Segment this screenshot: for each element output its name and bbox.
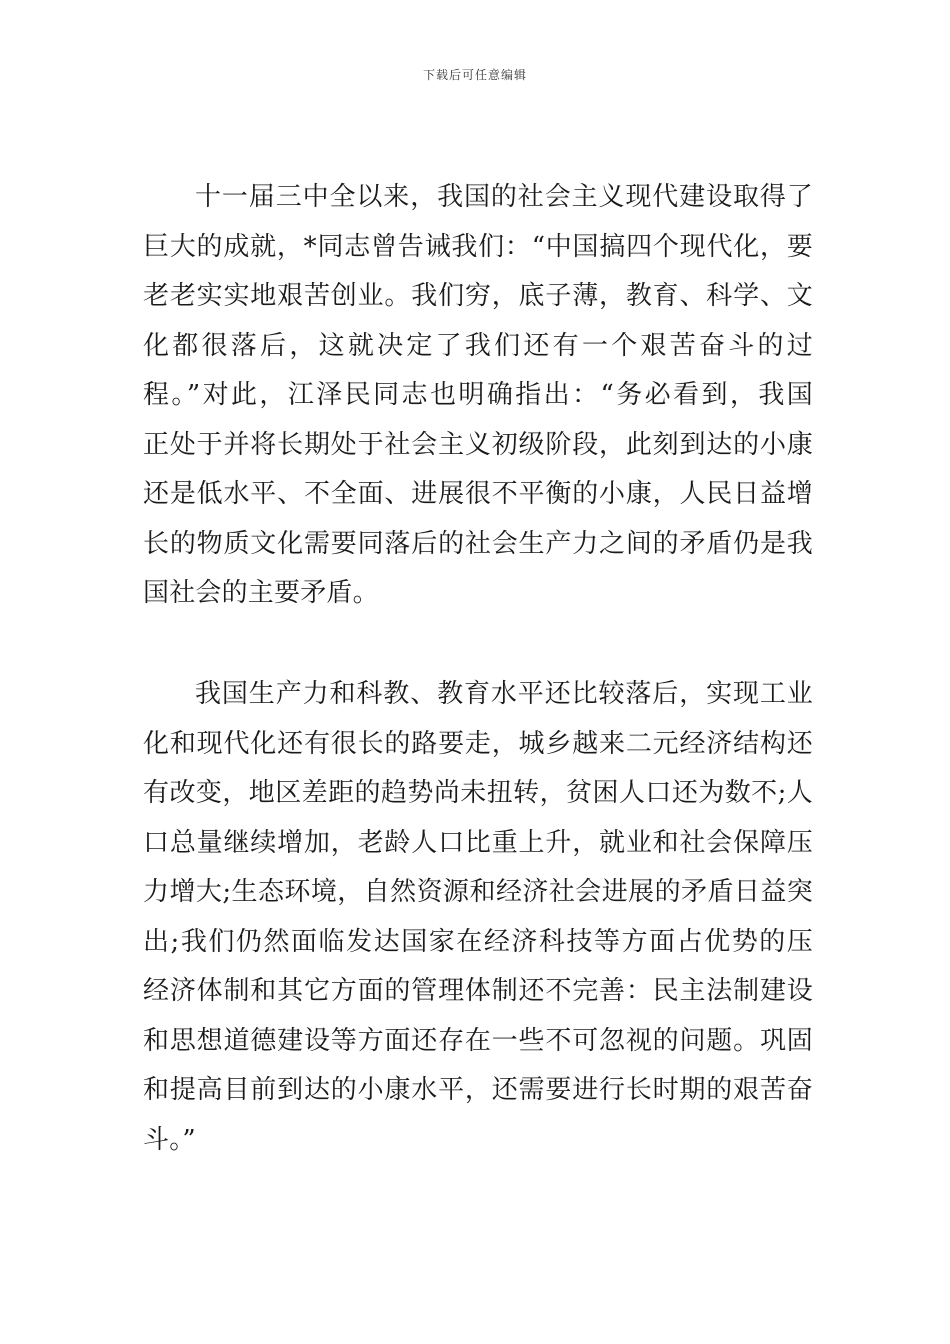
paragraph-line: 十一届三中全以来，我国的社会主义现代建设取得了 xyxy=(195,182,813,212)
paragraph-line: 力增大;生态环境，自然资源和经济社会进展的矛盾日益突 xyxy=(143,877,813,907)
paragraph-line: 我国生产力和科教、教育水平还比较落后，实现工业 xyxy=(195,679,813,709)
paragraph-line: 经济体制和其它方面的管理体制还不完善：民主法制建设 xyxy=(143,976,813,1006)
paragraph-line: 国社会的主要矛盾。 xyxy=(143,578,379,608)
paragraph-line: 斗。” xyxy=(143,1124,196,1155)
paragraph-line: 巨大的成就，*同志曾告诫我们：“中国搞四个现代化，要 xyxy=(143,231,813,262)
paragraph-line: 口总量继续增加，老龄人口比重上升，就业和社会保障压 xyxy=(143,827,813,858)
paragraph-line: 和思想道德建设等方面还存在一些不可忽视的问题。巩固 xyxy=(143,1025,813,1056)
paragraph-2 xyxy=(143,670,813,1165)
paragraph-line: 和提高目前到达的小康水平，还需要进行长时期的艰苦奋 xyxy=(143,1075,813,1105)
paragraph-line: 还是低水平、不全面、进展很不平衡的小康，人民日益增 xyxy=(143,479,813,509)
paragraph-1 xyxy=(143,173,813,619)
paragraph-line: 程。”对此，江泽民同志也明确指出：“务必看到，我国 xyxy=(143,380,813,410)
paragraph-line: 有改变，地区差距的趋势尚未扭转，贫困人口还为数不;人 xyxy=(143,778,813,808)
paragraph-line: 化都很落后，这就决定了我们还有一个艰苦奋斗的过 xyxy=(143,330,813,361)
paragraph-line: 老老实实地艰苦创业。我们穷，底子薄，教育、科学、文 xyxy=(143,281,813,311)
paragraph-line: 正处于并将长期处于社会主义初级阶段，此刻到达的小康 xyxy=(143,429,813,460)
header-note: 下载后可任意编辑 xyxy=(422,68,527,82)
paragraph-line: 化和现代化还有很长的路要走，城乡越来二元经济结构还 xyxy=(143,728,813,759)
paragraph-line: 长的物质文化需要同落后的社会生产力之间的矛盾仍是我 xyxy=(143,528,813,559)
paragraph-line: 出;我们仍然面临发达国家在经济科技等方面占优势的压 xyxy=(143,926,813,957)
